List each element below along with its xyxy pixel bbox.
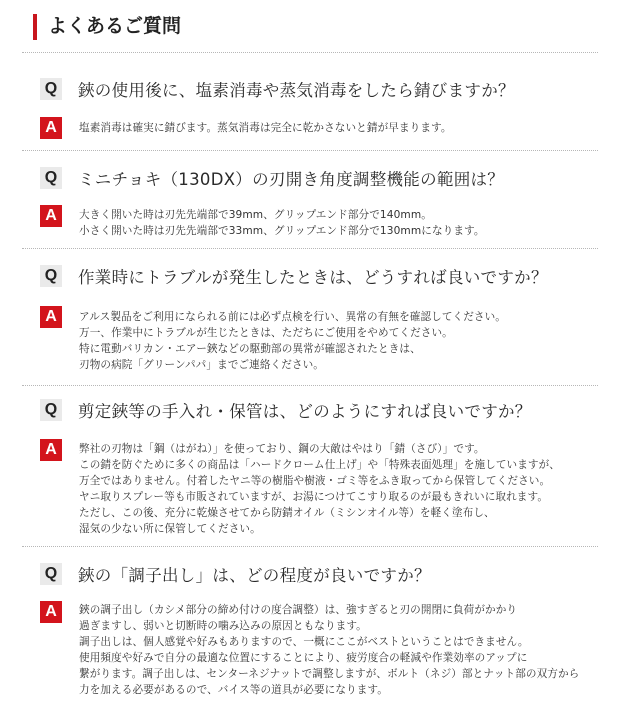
answer-text bbox=[79, 441, 560, 537]
question-text: 作業時にトラブルが発生したときは、どうすれば良いですか？ bbox=[78, 268, 548, 287]
answer-text bbox=[79, 309, 506, 373]
faq-item-5 bbox=[0, 546, 620, 720]
answer-line: 繋がります。調子出しは、センターネジナットで調整しますが、ボルト（ネジ）部とナット部の双方から bbox=[79, 668, 580, 680]
answer-line: 鋏の調子出し（カシメ部分の締め付けの度合調整）は、強すぎると刃の開閉に負荷がかかり bbox=[79, 604, 518, 616]
faq-item-3 bbox=[0, 248, 620, 385]
answer-badge: A bbox=[40, 306, 62, 328]
question-text: ミニチョキ（130DX）の刃開き角度調整機能の範囲は？ bbox=[78, 170, 505, 189]
answer-line: 塩素消毒は確実に錆びます。蒸気消毒は完全に乾かさないと錆が早まります。 bbox=[79, 122, 452, 134]
answer-line: 大きく開いた時は刃先先端部で39mm、グリップエンド部分で140mm。 bbox=[79, 209, 432, 221]
question-text: 鋏の「調子出し」は、どの程度が良いですか？ bbox=[78, 566, 431, 585]
faq-separator bbox=[22, 248, 598, 249]
question-badge: Q bbox=[40, 265, 62, 287]
header-accent-bar bbox=[33, 14, 37, 40]
page-header bbox=[0, 0, 620, 52]
faq-item-4 bbox=[0, 385, 620, 546]
faq-item-2 bbox=[0, 150, 620, 248]
question-badge: Q bbox=[40, 167, 62, 189]
question-text: 鋏の使用後に、塩素消毒や蒸気消毒をしたら錆びますか？ bbox=[78, 81, 515, 100]
answer-line: 使用頻度や好みで自分の最適な位置にすることにより、疲労度合の軽減や作業効率のアップに bbox=[79, 652, 528, 664]
faq-item-1 bbox=[0, 52, 620, 150]
answer-line: 万一、作業中にトラブルが生じたときは、ただちにご使用をやめてください。 bbox=[79, 327, 453, 339]
answer-line: 弊社の刃物は「鋼（はがね）」を使っており、鋼の大敵はやはり「錆（さび）」です。 bbox=[79, 443, 485, 455]
answer-badge: A bbox=[40, 117, 62, 139]
question-text: 剪定鋏等の手入れ・保管は、どのようにすれば良いですか？ bbox=[78, 402, 532, 421]
answer-line: アルス製品をご利用になられる前には必ず点検を行い、異常の有無を確認してください。 bbox=[79, 311, 507, 323]
question-badge: Q bbox=[40, 563, 62, 585]
answer-line: 刃物の病院「グリーンパパ」までご連絡ください。 bbox=[79, 359, 324, 371]
answer-line: 特に電動バリカン・エアー鋏などの駆動部の異常が確認されたときは、 bbox=[79, 343, 421, 355]
question-badge: Q bbox=[40, 399, 62, 421]
faq-separator bbox=[22, 385, 598, 386]
answer-badge: A bbox=[40, 439, 62, 461]
answer-badge: A bbox=[40, 601, 62, 623]
answer-line: 湿気の少ない所に保管してください。 bbox=[79, 523, 261, 535]
answer-line: ヤニ取りスプレー等も市販されていますが、お湯につけてこすり取るのが最もきれいに取れます。 bbox=[79, 491, 549, 503]
faq-separator bbox=[22, 150, 598, 151]
answer-line: 万全ではありません。付着したヤニ等の樹脂や樹液・ゴミ等をふき取ってから保管してください。 bbox=[79, 475, 551, 487]
answer-line: ただし、この後、充分に乾燥させてから防錆オイル（ミシンオイル等）を軽く塗布し、 bbox=[79, 507, 495, 519]
page-title: よくあるご質問 bbox=[48, 15, 182, 37]
answer-line: この錆を防ぐために多くの商品は「ハードクローム仕上げ」や「特殊表面処理」を施していますが、 bbox=[79, 459, 561, 471]
question-badge: Q bbox=[40, 78, 62, 100]
answer-text bbox=[79, 120, 452, 136]
answer-line: 小さく開いた時は刃先先端部で33mm、グリップエンド部分で130mmになります。 bbox=[79, 225, 485, 237]
faq-separator bbox=[22, 546, 598, 547]
answer-line: 過ぎますし、弱いと切断時の噛み込みの原因ともなります。 bbox=[79, 620, 367, 632]
answer-line: 力を加える必要があるので、バイス等の道具が必要になります。 bbox=[79, 684, 388, 696]
answer-line: 調子出しは、個人感覚や好みもありますので、一概にここがベストということはできません。 bbox=[79, 636, 529, 648]
faq-separator bbox=[22, 52, 598, 53]
answer-text bbox=[79, 602, 579, 698]
answer-text bbox=[79, 207, 485, 239]
answer-badge: A bbox=[40, 205, 62, 227]
